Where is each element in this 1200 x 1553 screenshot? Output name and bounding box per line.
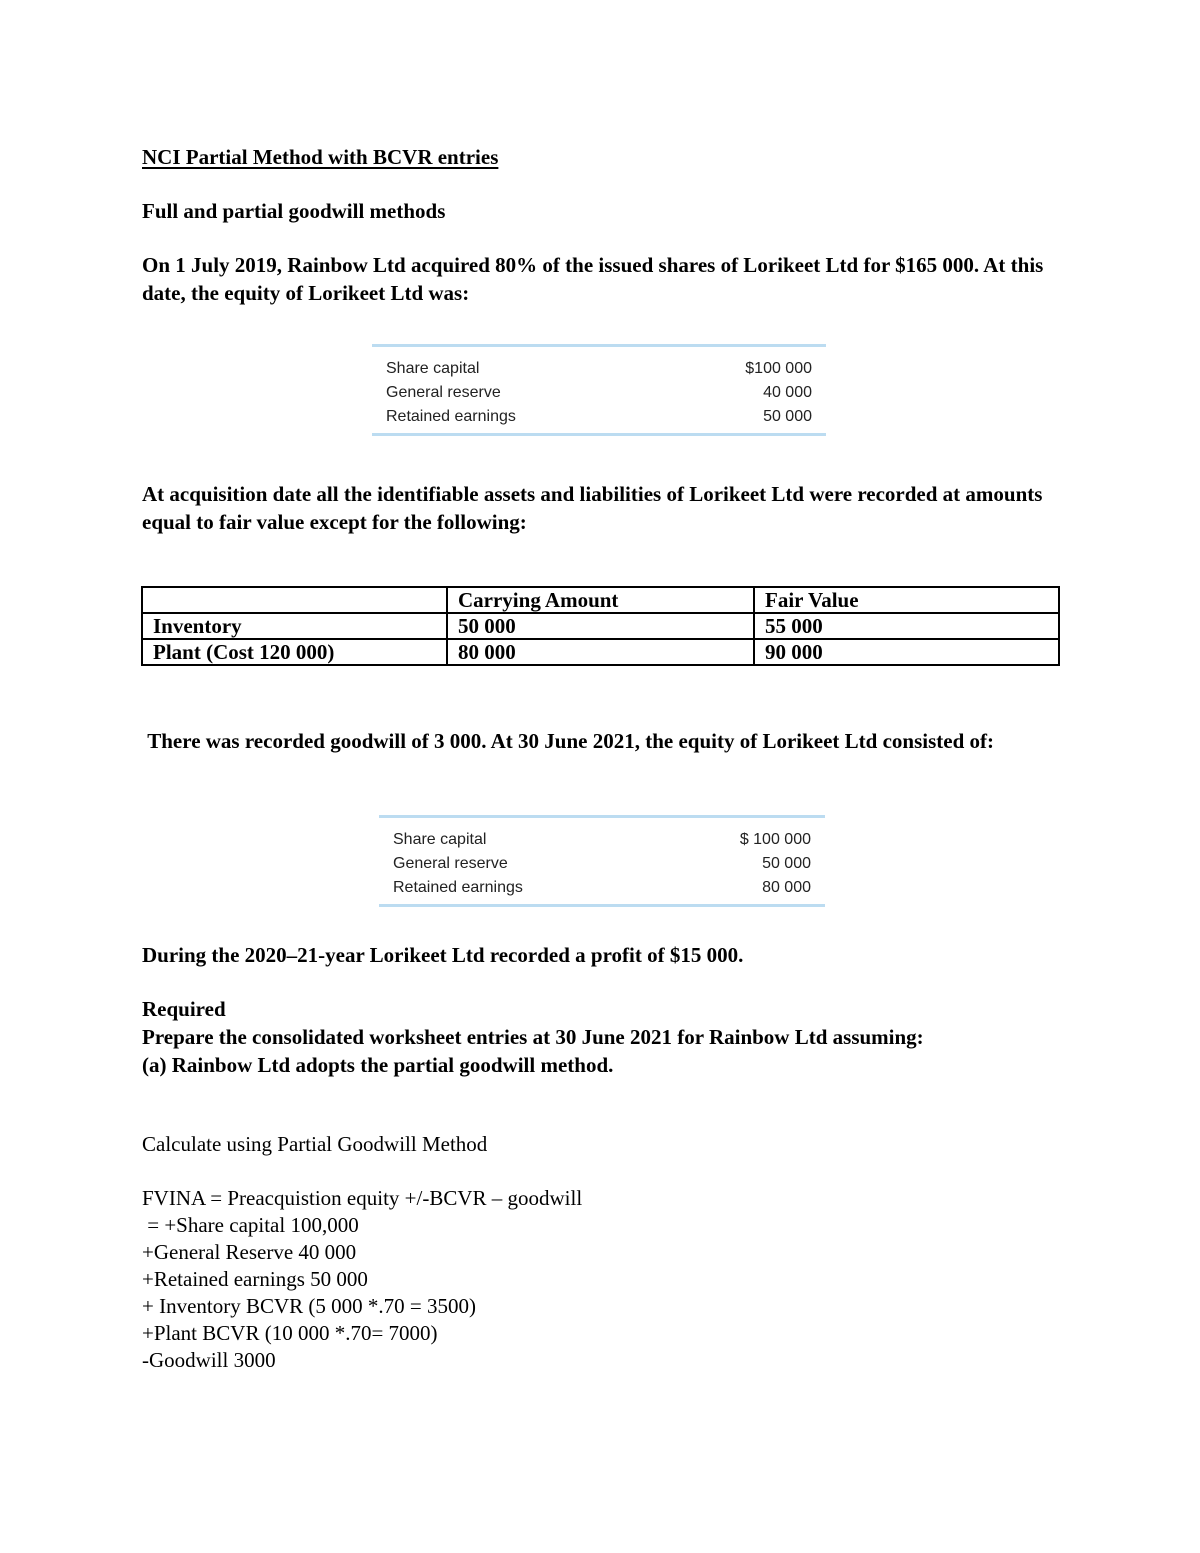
calculation-line: -Goodwill 3000 [142,1348,276,1372]
document-heading: NCI Partial Method with BCVR entries [142,145,499,169]
equity-row: Share capital $100 000 [386,360,812,377]
calculation-line: +General Reserve 40 000 [142,1240,357,1264]
equity-at-acquisition-table [372,344,826,436]
table-header-row: Carrying Amount Fair Value [142,587,1059,613]
calculation-section [142,1131,582,1374]
equity-2021-table [379,815,825,907]
calculation-line: +Plant BCVR (10 000 *.70= 7000) [142,1321,438,1345]
document-subheading: Full and partial goodwill methods [142,199,446,223]
fair-value-intro: At acquisition date all the identifiable assets and liabilities of Lorikeet Ltd were recorded at amounts equal to fair value except for the following: [142,482,1043,534]
required-line-1: Prepare the consolidated worksheet entries at 30 June 2021 for Rainbow Ltd assuming: [142,1025,924,1049]
table-row: Plant (Cost 120 000) 80 000 90 000 [142,639,1059,665]
calculation-line: FVINA = Preacquistion equity +/-BCVR – goodwill [142,1186,583,1210]
equity-row: Retained earnings 80 000 [393,879,811,896]
equity-row: Share capital $ 100 000 [393,831,811,848]
equity-row: General reserve 40 000 [386,384,812,401]
calculation-intro: Calculate using Partial Goodwill Method [142,1132,488,1156]
required-line-2: (a) Rainbow Ltd adopts the partial goodwill method. [142,1053,614,1077]
fair-value-table [141,586,1060,666]
goodwill-paragraph: There was recorded goodwill of 3 000. At 30 June 2021, the equity of Lorikeet Ltd consisted of: [147,729,995,753]
calculation-line: + Inventory BCVR (5 000 *.70 = 3500) [142,1294,477,1318]
calculation-line: +Retained earnings 50 000 [142,1267,368,1291]
table-row: Inventory 50 000 55 000 [142,613,1059,639]
required-section [142,995,924,1079]
calculation-line: = +Share capital 100,000 [142,1213,359,1237]
intro-paragraph: On 1 July 2019, Rainbow Ltd acquired 80% of the issued shares of Lorikeet Ltd for $165 000. At this date, the equity of Lorikeet Ltd was: [142,253,1044,305]
required-label: Required [142,997,226,1021]
equity-row: Retained earnings 50 000 [386,408,812,425]
equity-row: General reserve 50 000 [393,855,811,872]
profit-paragraph: During the 2020–21-year Lorikeet Ltd recorded a profit of $15 000. [142,943,744,967]
